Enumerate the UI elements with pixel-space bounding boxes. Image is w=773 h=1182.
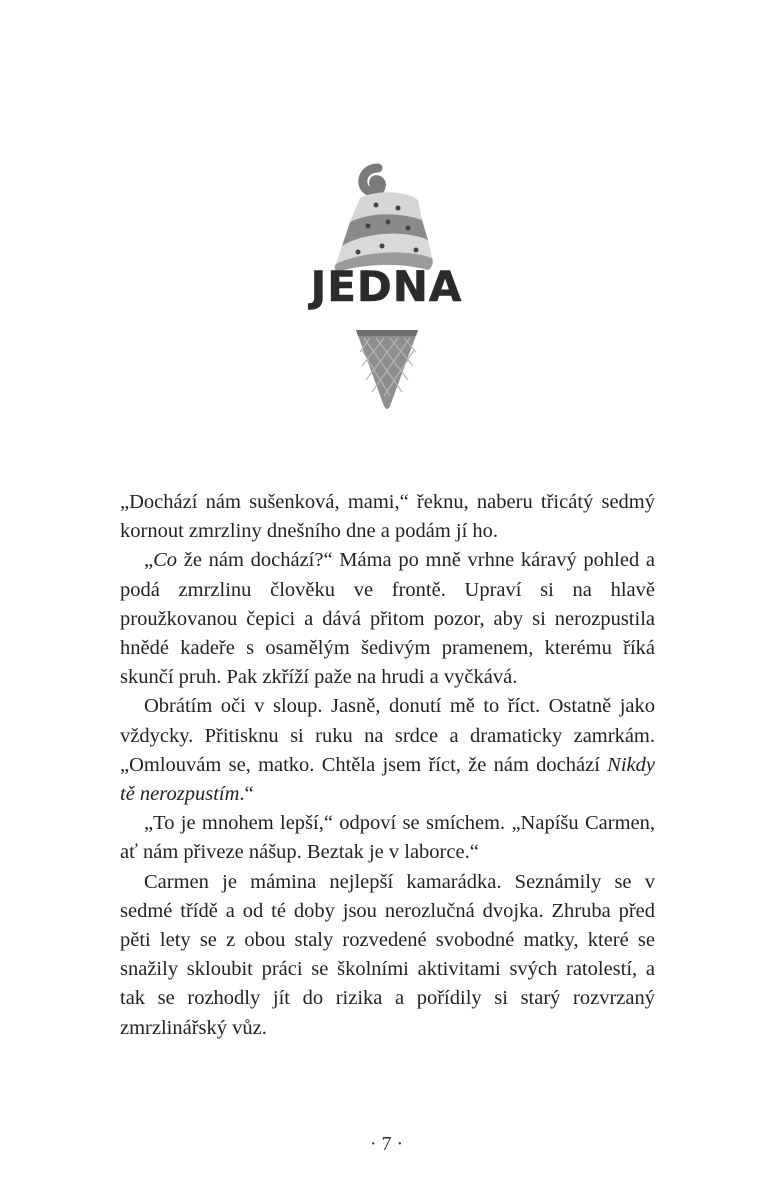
paragraph-text: „To je mnohem lepší,“ odpoví se smíchem. „Napíšu Carmen, ať nám přiveze nášup. Beztak je v laborce.“ (120, 812, 655, 864)
chapter-title: JEDNA (310, 262, 463, 311)
paragraph (120, 546, 655, 692)
italic-text: Nikdy tě nerozpustím (120, 753, 655, 806)
paragraph-text: „ (144, 549, 154, 572)
paragraph (120, 692, 655, 809)
paragraph (120, 809, 655, 867)
paragraph-text: že nám dochází?“ Máma po mně vrhne káravý pohled a podá zmrzlinu člověku ve frontě. Upraví si na hlavě proužkovanou čepici a dává přitom pozor, aby si nerozpustila hnědé kadeře s osamělým šedivým pramenem, kterému říká skunčí pruh. Pak zkříží paže na hrudi a vyčkává. (120, 549, 655, 689)
paragraph-text: Carmen je mámina nejlepší kamarádka. Seznámily se v sedmé třídě a od té doby jsou nerozlučná dvojka. Zhruba před pěti lety se z obou staly rozvedené svobodné matky, které se snažily skloubit práci se školními aktivitami svých ratolestí, a tak se rozhodly jít do rizika a pořídily si starý rozvrzaný zmrzlinářský vůz. (120, 870, 655, 1039)
paragraph-text: .“ (239, 783, 254, 806)
paragraph-text: Obrátím oči v sloup. Jasně, donutí mě to říct. Ostatně jako vždycky. Přitisknu si ruku na srdce a dramaticky zamrkám. „Omlouvám se, matko. Chtěla jsem říct, že nám dochází (120, 695, 655, 776)
paragraph (120, 868, 655, 1043)
page-number: · 7 · (369, 1133, 404, 1155)
paragraph (120, 488, 655, 546)
italic-text: Co (153, 549, 178, 572)
paragraph-text: „Dochází nám sušenková, mami,“ řeknu, naberu třicátý sedmý kornout zmrzliny dnešního dne a podám jí ho. (120, 491, 655, 543)
chapter-text (120, 488, 655, 1043)
